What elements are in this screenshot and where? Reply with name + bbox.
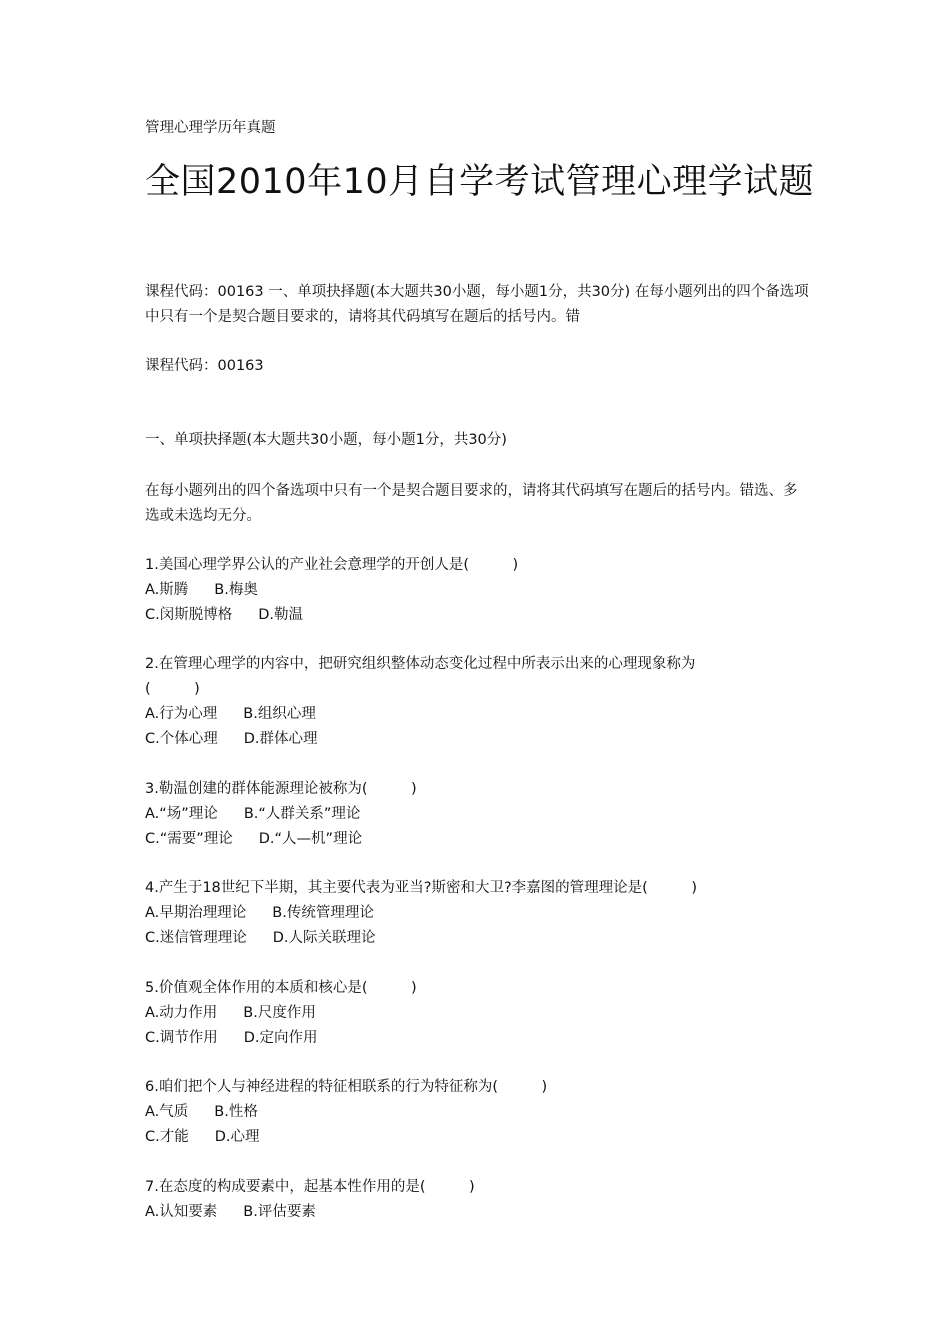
question-7-stem: 7.在态度的构成要素中，起基本性作用的是( ) xyxy=(145,1179,475,1195)
question-2-option-d: D.群体心理 xyxy=(243,731,318,747)
question-4-option-c: C.迷信管理理论 xyxy=(145,930,247,946)
question-3-stem: 3.勒温创建的群体能源理论被称为( ) xyxy=(145,781,417,797)
summary-paragraph: 课程代码：00163 一、单项抉择题(本大题共30小题，每小题1分，共30分) 在每小题列出的四个备选项中只有一个是契合题目要求的，请将其代码填写在题后的括号内。错 xyxy=(145,284,809,325)
question-6-stem: 6.咱们把个人与神经进程的特征相联系的行为特征称为( ) xyxy=(145,1079,548,1095)
question-1-options-row-1 xyxy=(145,578,258,603)
instructions-paragraph: 在每小题列出的四个备选项中只有一个是契合题目要求的，请将其代码填写在题后的括号内。错选、多选或未选均无分。 xyxy=(145,483,798,524)
question-4-option-a: A.早期治理理论 xyxy=(145,905,247,921)
question-4-option-b: B.传统管理理论 xyxy=(272,905,374,921)
question-6-option-c: C.才能 xyxy=(145,1129,189,1145)
question-6-options-row-1 xyxy=(145,1100,258,1125)
question-2-stem-continued: ( ) xyxy=(145,681,200,697)
question-5-stem: 5.价值观全体作用的本质和核心是( ) xyxy=(145,980,417,996)
course-code: 课程代码：00163 xyxy=(145,358,264,374)
document-header: 管理心理学历年真题 xyxy=(145,120,276,136)
question-4-options-row-1 xyxy=(145,901,374,926)
question-3-option-a: A.“场”理论 xyxy=(145,806,218,822)
question-6-options-row-2 xyxy=(145,1125,260,1150)
question-5-option-d: D.定向作用 xyxy=(243,1030,318,1046)
question-2-option-b: B.组织心理 xyxy=(243,706,316,722)
question-5-option-b: B.尺度作用 xyxy=(243,1005,316,1021)
question-6-option-b: B.性格 xyxy=(214,1104,258,1120)
question-2-stem: 2.在管理心理学的内容中，把研究组织整体动态变化过程中所表示出来的心理现象称为 xyxy=(145,656,696,672)
question-2-option-c: C.个体心理 xyxy=(145,731,218,747)
question-5-options-row-1 xyxy=(145,1001,316,1026)
question-2-option-a: A.行为心理 xyxy=(145,706,218,722)
document-title: 全国2010年10月自学考试管理心理学试题 xyxy=(145,162,815,202)
question-3-option-b: B.“人群关系”理论 xyxy=(243,806,361,822)
question-1-options-row-2 xyxy=(145,603,303,628)
question-3-option-d: D.“人—机”理论 xyxy=(258,831,363,847)
question-7-option-a: A.认知要素 xyxy=(145,1204,218,1220)
question-2-options-row-2 xyxy=(145,727,318,752)
question-3-options-row-2 xyxy=(145,827,362,852)
question-1-stem: 1.美国心理学界公认的产业社会意理学的开创人是( ) xyxy=(145,557,519,573)
question-7-option-b: B.评估要素 xyxy=(243,1204,316,1220)
question-5-option-c: C.调节作用 xyxy=(145,1030,218,1046)
question-5-option-a: A.动力作用 xyxy=(145,1005,218,1021)
question-5-options-row-2 xyxy=(145,1026,318,1051)
question-6-option-a: A.气质 xyxy=(145,1104,189,1120)
question-4-options-row-2 xyxy=(145,926,376,951)
question-3-option-c: C.“需要”理论 xyxy=(145,831,233,847)
question-3-options-row-1 xyxy=(145,802,360,827)
question-1-option-c: C.闵斯脱博格 xyxy=(145,607,233,623)
question-4-option-d: D.人际关联理论 xyxy=(272,930,376,946)
question-6-option-d: D.心理 xyxy=(214,1129,260,1145)
question-7-options-row-1 xyxy=(145,1200,316,1225)
question-4-stem: 4.产生于18世纪下半期，其主要代表为亚当?斯密和大卫?李嘉图的管理理论是( ) xyxy=(145,880,697,896)
question-1-option-d: D.勒温 xyxy=(258,607,304,623)
section-title: 一、单项抉择题(本大题共30小题，每小题1分，共30分) xyxy=(145,432,507,448)
question-1-option-b: B.梅奥 xyxy=(214,582,258,598)
question-1-option-a: A.斯腾 xyxy=(145,582,189,598)
question-2-options-row-1 xyxy=(145,702,316,727)
